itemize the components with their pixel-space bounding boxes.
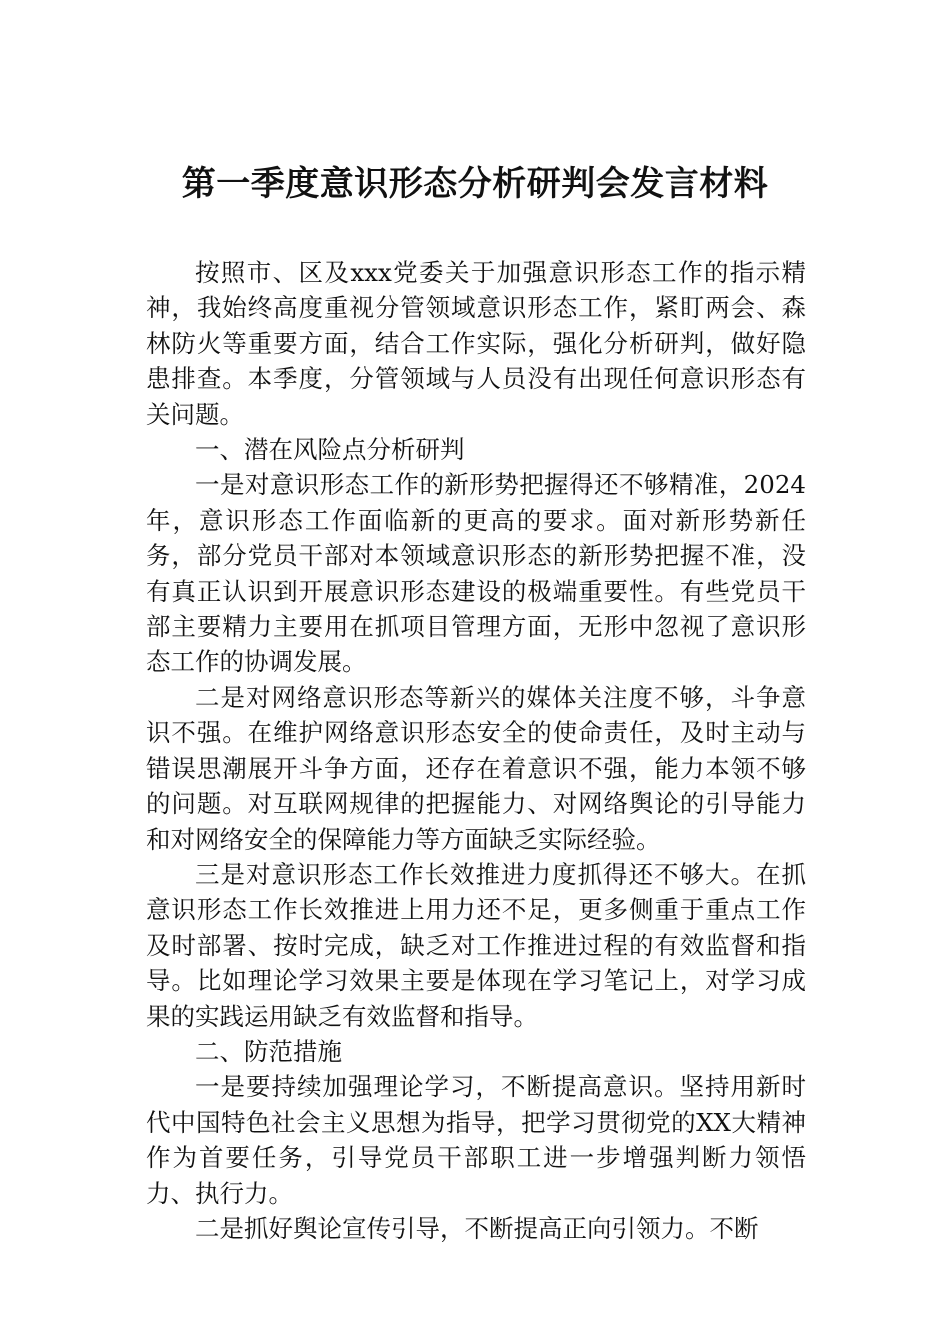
document-title: 第一季度意识形态分析研判会发言材料 [181,164,769,204]
document-body [146,255,806,1246]
risk-paragraph-1: 一是对意识形态工作的新形势把握得还不够精准，2024年，意识形态工作面临新的更高的要求。面对新形势新任务，部分党员干部对本领域意识形态的新形势把握不准，没有真正认识到开展意识形态建设的极端重要性。有些党员干部主要精力主要用在抓项目管理方面，无形中忽视了意识形态工作的协调发展。 [146,470,806,677]
measure-paragraph-2: 二是抓好舆论宣传引导，不断提高正向引领力。不断 [195,1213,759,1243]
risk-paragraph-2: 二是对网络意识形态等新兴的媒体关注度不够，斗争意识不强。在维护网络意识形态安全的使命责任，及时主动与错误思潮展开斗争方面，还存在着意识不强，能力本领不够的问题。对互联网规律的把握能力、对网络舆论的引导能力和对网络安全的保障能力等方面缺乏实际经验。 [146,682,806,854]
intro-paragraph: 按照市、区及xxx党委关于加强意识形态工作的指示精神，我始终高度重视分管领域意识形态工作，紧盯两会、森林防火等重要方面，结合工作实际，强化分析研判，做好隐患排查。本季度，分管领域与人员没有出现任何意识形态有关问题。 [146,258,806,429]
section-heading-measures: 二、防范措施 [195,1036,342,1066]
measure-paragraph-1: 一是要持续加强理论学习，不断提高意识。坚持用新时代中国特色社会主义思想为指导，把学习贯彻党的XX大精神作为首要任务，引导党员干部职工进一步增强判断力领悟力、执行力。 [146,1072,806,1208]
risk-paragraph-3: 三是对意识形态工作长效推进力度抓得还不够大。在抓意识形态工作长效推进上用力还不足，更多侧重于重点工作及时部署、按时完成，缺乏对工作推进过程的有效监督和指导。比如理论学习效果主要是体现在学习笔记上，对学习成果的实践运用缺乏有效监督和指导。 [146,859,806,1031]
section-heading-risk-analysis: 一、潜在风险点分析研判 [195,435,465,465]
